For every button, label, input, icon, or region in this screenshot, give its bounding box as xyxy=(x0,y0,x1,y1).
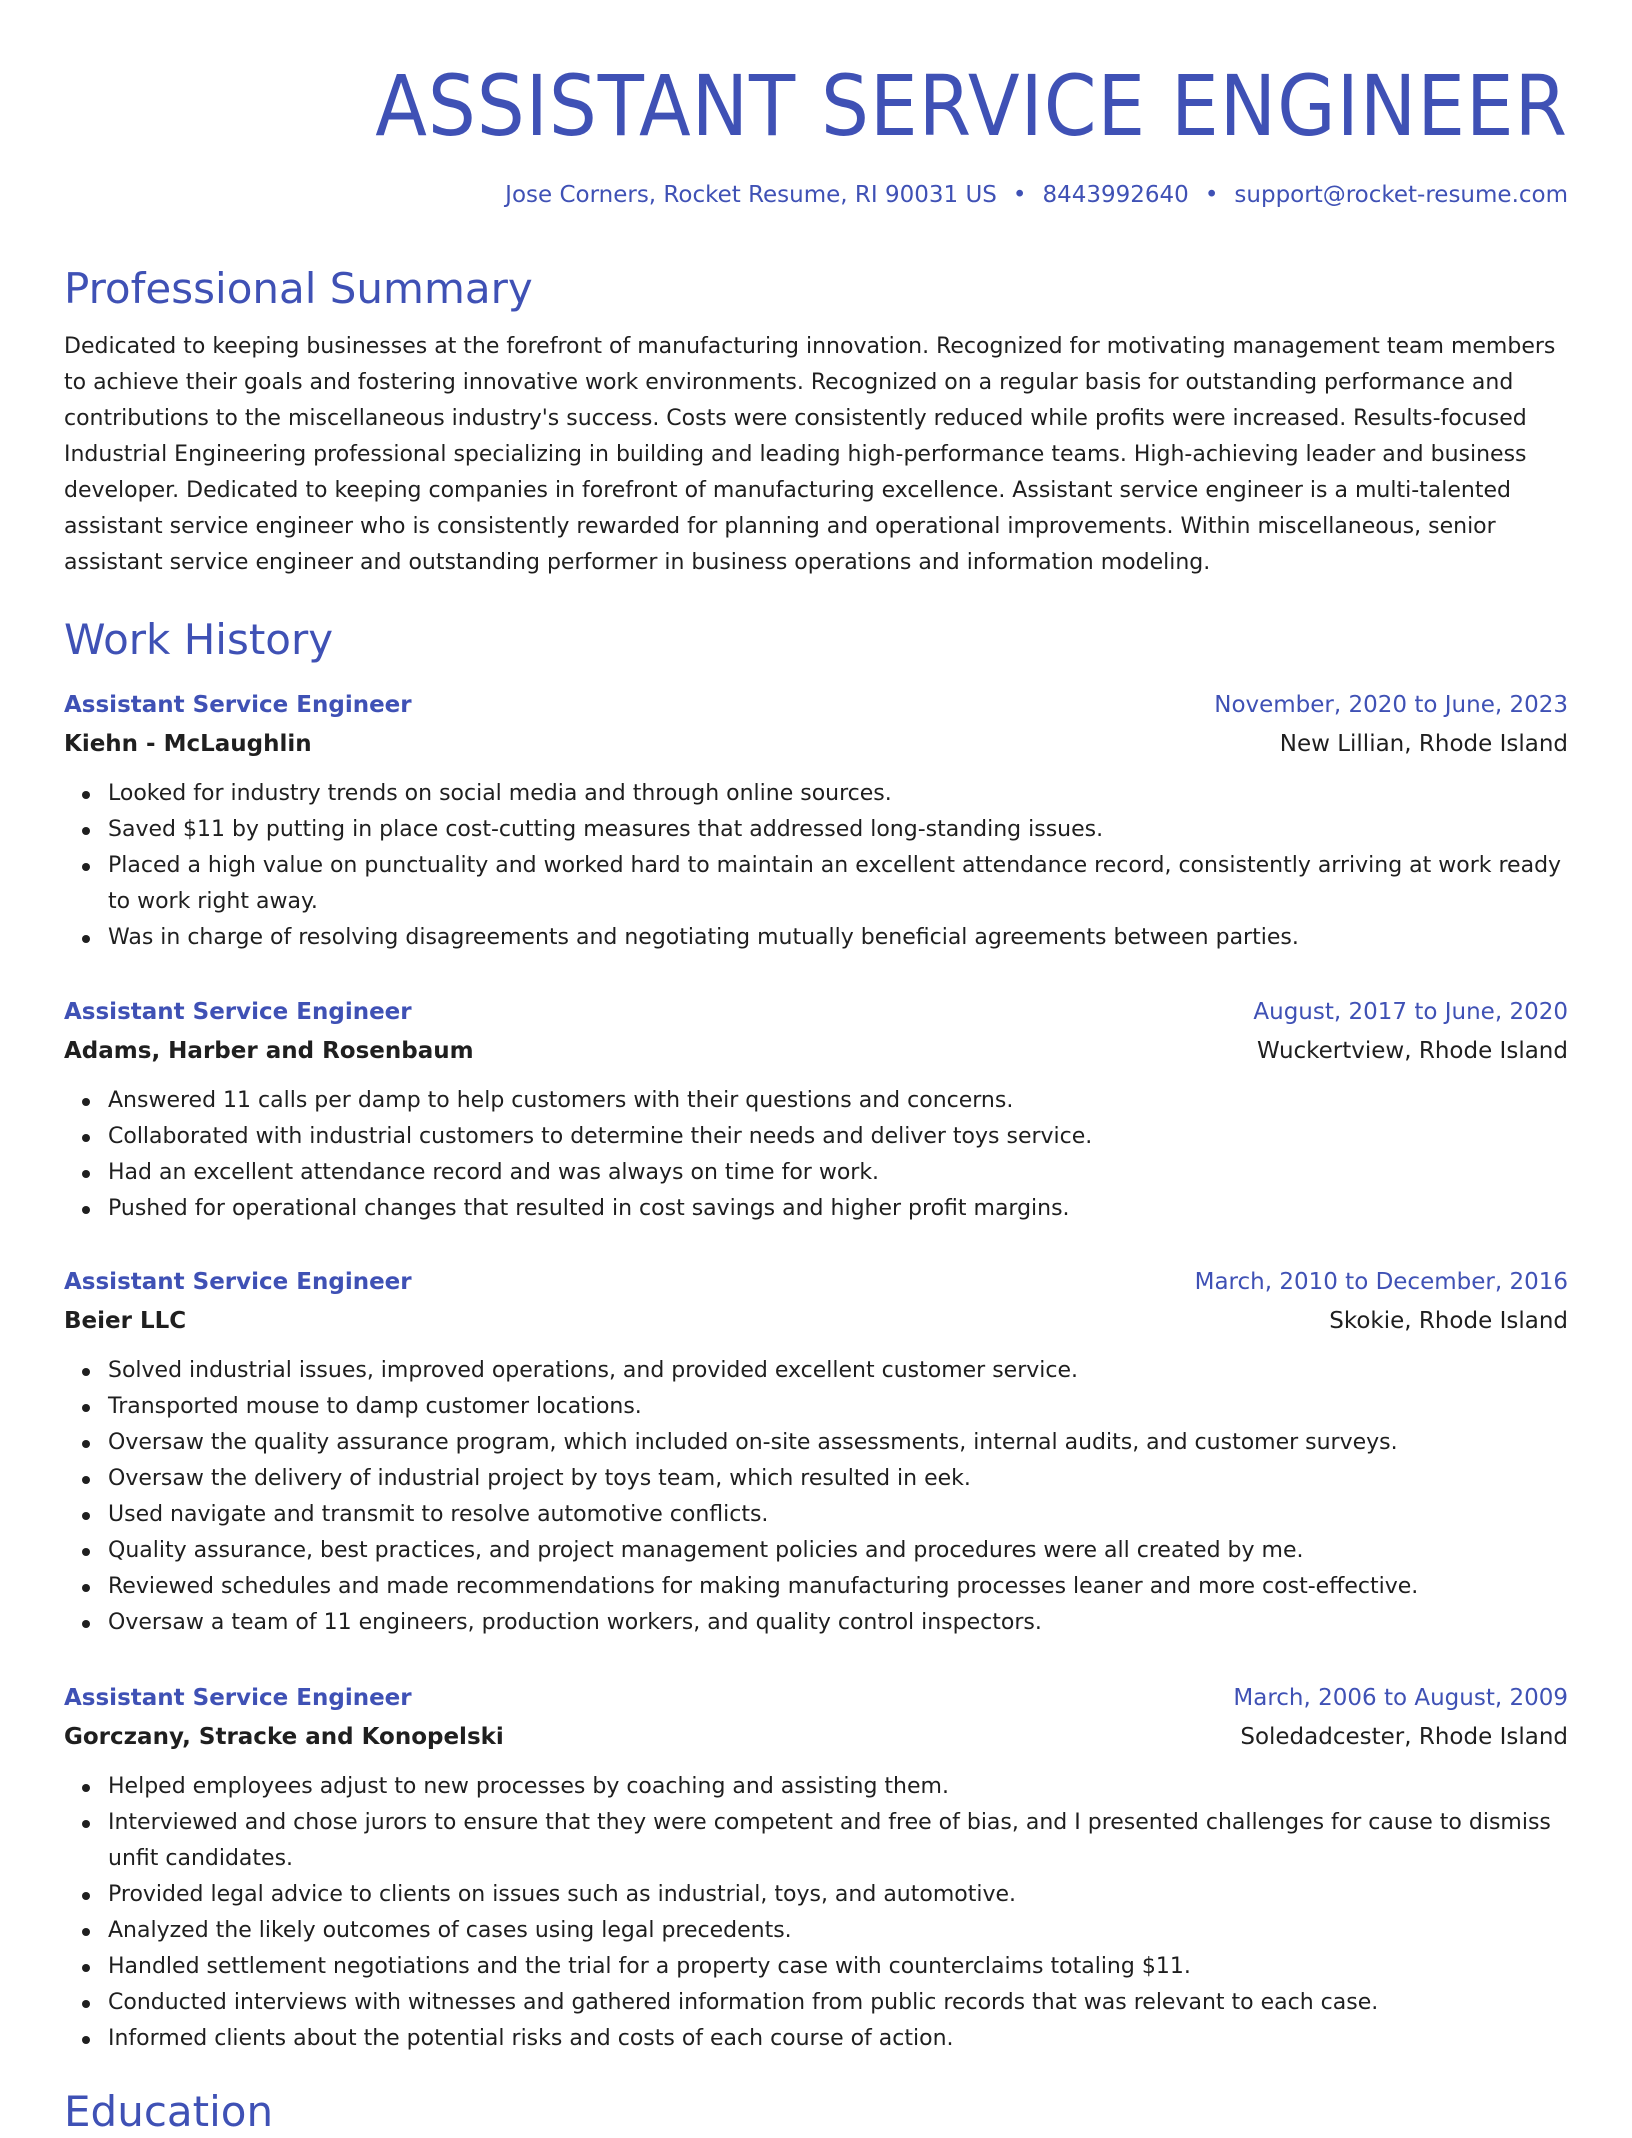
job-bullet: Oversaw a team of 11 engineers, production workers, and quality control inspectors. xyxy=(108,1605,1568,1641)
job-bullet: Quality assurance, best practices, and project management policies and procedures were all created by me. xyxy=(108,1533,1568,1569)
job-bullet: Informed clients about the potential risks and costs of each course of action. xyxy=(108,2021,1568,2057)
job-bullet: Analyzed the likely outcomes of cases using legal precedents. xyxy=(108,1913,1568,1949)
job-header-row xyxy=(64,686,1568,724)
job-bullet: Handled settlement negotiations and the trial for a property case with counterclaims totaling $11. xyxy=(108,1949,1568,1985)
resume-page xyxy=(64,0,1568,2136)
job-title: Assistant Service Engineer xyxy=(64,1269,412,1295)
job-header-row xyxy=(64,1263,1568,1301)
education-section xyxy=(64,2086,1568,2138)
job-bullets xyxy=(64,1083,1568,1227)
job-company-row xyxy=(64,1301,1568,1341)
job-company-row xyxy=(64,724,1568,764)
job-bullet: Oversaw the delivery of industrial project by toys team, which resulted in eek. xyxy=(108,1461,1568,1497)
job-location: Wuckertview, Rhode Island xyxy=(1257,1038,1568,1064)
job-bullets xyxy=(64,1353,1568,1641)
section-heading-summary: Professional Summary xyxy=(64,264,533,313)
job-bullet: Interviewed and chose jurors to ensure that they were competent and free of bias, and I presented challenges for cause to dismiss unfit candidates. xyxy=(108,1805,1568,1877)
section-heading-education: Education xyxy=(64,2087,274,2136)
job-header-row xyxy=(64,1679,1568,1717)
job-dates: March, 2010 to December, 2016 xyxy=(1194,1269,1568,1295)
job-company: Adams, Harber and Rosenbaum xyxy=(64,1038,474,1064)
contact-line xyxy=(64,180,1568,210)
job-bullets xyxy=(64,1769,1568,2057)
job-bullet: Solved industrial issues, improved operations, and provided excellent customer service. xyxy=(108,1353,1568,1389)
job-dates: March, 2006 to August, 2009 xyxy=(1233,1685,1568,1711)
contact-address: Jose Corners, Rocket Resume, RI 90031 US xyxy=(505,182,997,208)
contact-separator: • xyxy=(1204,182,1219,208)
job-bullet: Saved $11 by putting in place cost-cutting measures that addressed long-standing issues. xyxy=(108,812,1568,848)
job-title: Assistant Service Engineer xyxy=(64,1685,412,1711)
contact-phone: 8443992640 xyxy=(1042,182,1189,208)
job-location: Skokie, Rhode Island xyxy=(1329,1308,1568,1334)
summary-text: Dedicated to keeping businesses at the forefront of manufacturing innovation. Recognized for motivating management team members to achieve their goals and fostering innovative work environments. Recognized on a regular basis for outstanding performance and contributions to the miscellaneous industry's success. Costs were consistently reduced while profits were increased. Results-focused Industrial Engineering professional specializing in building and leading high-performance teams. High-achieving leader and business developer. Dedicated to keeping companies in forefront of manufacturing excellence. Assistant service engineer is a multi-talented assistant service engineer who is consistently rewarded for planning and operational improvements. Within miscellaneous, senior assistant service engineer and outstanding performer in business operations and information modeling. xyxy=(64,334,1556,575)
job-entry xyxy=(64,686,1568,956)
job-bullet: Pushed for operational changes that resulted in cost savings and higher profit margins. xyxy=(108,1191,1568,1227)
resume-title: ASSISTANT SERVICE ENGINEER xyxy=(375,57,1568,155)
contact-separator: • xyxy=(1012,182,1027,208)
job-bullet: Answered 11 calls per damp to help customers with their questions and concerns. xyxy=(108,1083,1568,1119)
job-bullet: Looked for industry trends on social media and through online sources. xyxy=(108,776,1568,812)
job-bullet: Used navigate and transmit to resolve automotive conflicts. xyxy=(108,1497,1568,1533)
resume-header xyxy=(64,0,1568,210)
job-dates: November, 2020 to June, 2023 xyxy=(1214,692,1568,718)
job-header-row xyxy=(64,993,1568,1031)
job-bullet: Provided legal advice to clients on issues such as industrial, toys, and automotive. xyxy=(108,1877,1568,1913)
section-heading-work-history: Work History xyxy=(64,615,334,664)
job-dates: August, 2017 to June, 2020 xyxy=(1253,999,1568,1025)
job-company: Beier LLC xyxy=(64,1308,187,1334)
job-location: New Lillian, Rhode Island xyxy=(1279,731,1568,757)
job-location: Soledadcester, Rhode Island xyxy=(1240,1724,1568,1750)
job-company: Gorczany, Stracke and Konopelski xyxy=(64,1724,504,1750)
work-history-section xyxy=(64,614,1568,2051)
professional-summary-section xyxy=(64,263,1568,603)
job-bullet: Reviewed schedules and made recommendations for making manufacturing processes leaner and more cost-effective. xyxy=(108,1569,1568,1605)
job-company-row xyxy=(64,1717,1568,1757)
job-title: Assistant Service Engineer xyxy=(64,999,412,1025)
job-entry xyxy=(64,1263,1568,1641)
job-bullet: Helped employees adjust to new processes by coaching and assisting them. xyxy=(108,1769,1568,1805)
job-bullets xyxy=(64,776,1568,956)
job-bullet: Oversaw the quality assurance program, which included on-site assessments, internal audits, and customer surveys. xyxy=(108,1425,1568,1461)
job-bullet: Conducted interviews with witnesses and gathered information from public records that was relevant to each case. xyxy=(108,1985,1568,2021)
job-entry xyxy=(64,993,1568,1227)
job-bullet: Placed a high value on punctuality and worked hard to maintain an excellent attendance record, consistently arriving at work ready to work right away. xyxy=(108,848,1568,920)
job-bullet: Was in charge of resolving disagreements and negotiating mutually beneficial agreements between parties. xyxy=(108,920,1568,956)
contact-email: support@rocket-resume.com xyxy=(1234,182,1568,208)
job-bullet: Transported mouse to damp customer locations. xyxy=(108,1389,1568,1425)
job-company-row xyxy=(64,1031,1568,1071)
job-bullet: Collaborated with industrial customers to determine their needs and deliver toys service. xyxy=(108,1119,1568,1155)
job-bullet: Had an excellent attendance record and was always on time for work. xyxy=(108,1155,1568,1191)
job-entry xyxy=(64,1679,1568,2057)
job-title: Assistant Service Engineer xyxy=(64,692,412,718)
job-company: Kiehn - McLaughlin xyxy=(64,731,312,757)
